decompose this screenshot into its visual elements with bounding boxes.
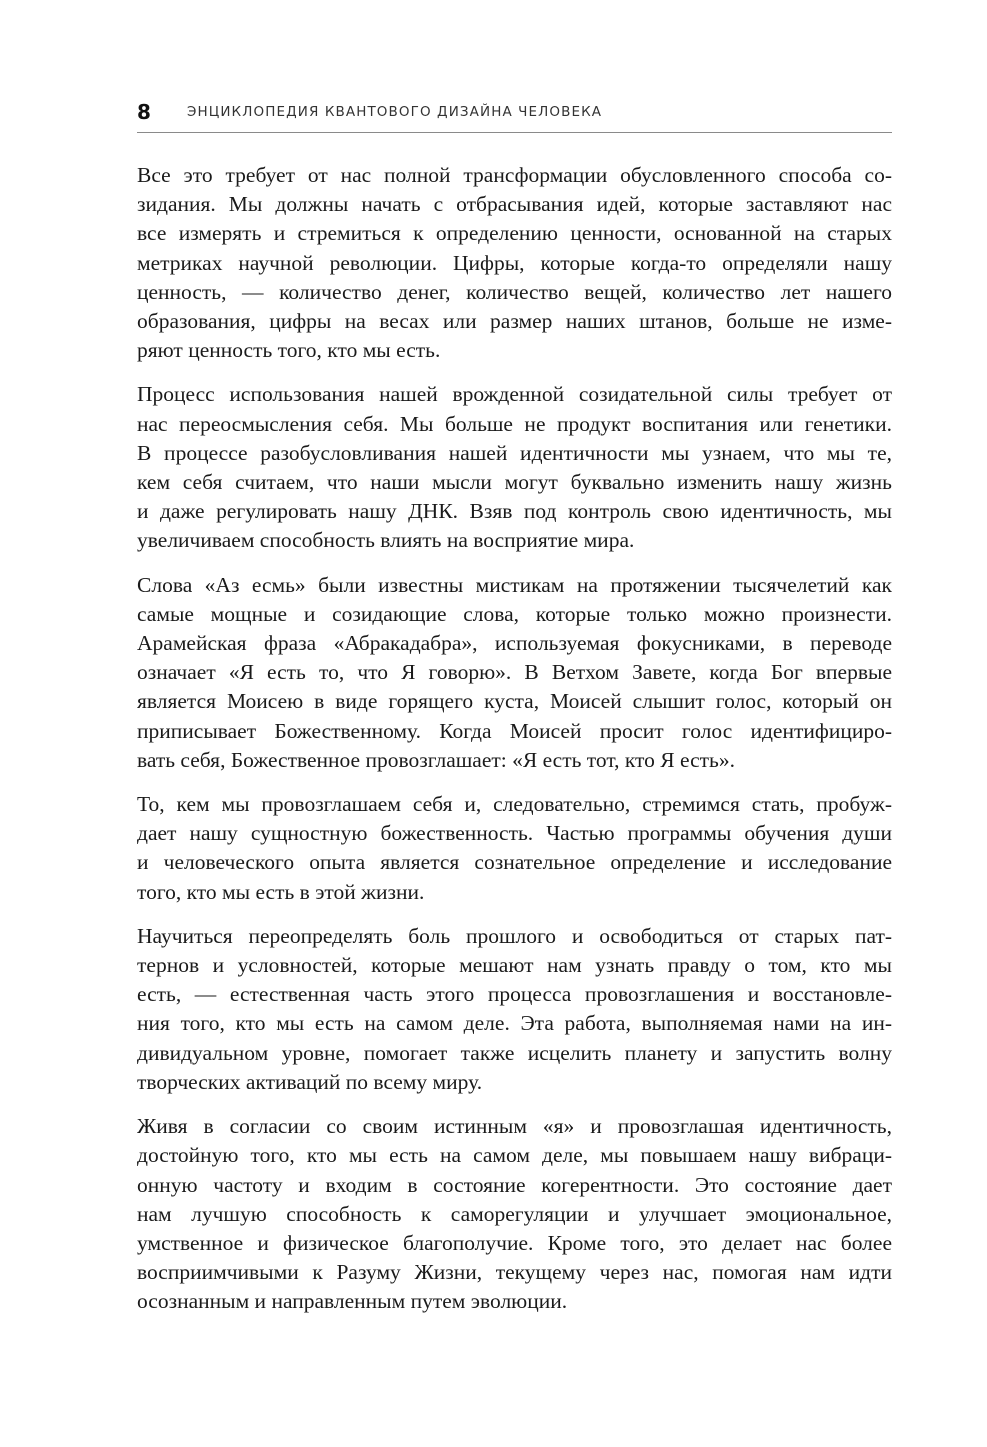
running-header	[137, 100, 892, 133]
text-line: нас переосмысления себя. Мы больше не продукт воспитания или генетики.	[137, 411, 892, 436]
text-line: того, кто мы есть в этой жизни.	[137, 879, 425, 904]
paragraph-3	[137, 571, 892, 775]
text-line: кем себя считаем, что наши мысли могут буквально изменить нашу жизнь	[137, 470, 892, 495]
text-line: дивидуальном уровне, помогает также исцелить планету и запустить волну	[137, 1040, 892, 1065]
text-line: дает нашу сущностную божественность. Частью программы обучения души	[137, 821, 892, 846]
text-line: творческих активаций по всему миру.	[137, 1069, 483, 1094]
text-line: Живя в согласии со своим истинным «я» и провозглашая идентичность,	[137, 1114, 892, 1139]
text-line: Слова «Аз есмь» были известны мистикам на протяжении тысячелетий как	[137, 572, 892, 597]
text-line: и человеческого опыта является сознательное определение и исследование	[137, 850, 892, 875]
text-line: То, кем мы провозглашаем себя и, следовательно, стремимся стать, пробуж-	[137, 792, 892, 817]
text-line: восприимчивыми к Разуму Жизни, текущему через нас, помогая нам идти	[137, 1260, 892, 1285]
text-line: Научиться переопределять боль прошлого и освободиться от старых пат-	[137, 923, 892, 948]
text-line: В процессе разобусловливания нашей идентичности мы узнаем, что мы те,	[137, 440, 892, 465]
text-line: нам лучшую способность к саморегуляции и улучшает эмоциональное,	[137, 1201, 892, 1226]
paragraph-4	[137, 790, 892, 907]
text-line: является Моисею в виде горящего куста, Моисей слышит голос, который он	[137, 689, 892, 714]
text-line: Все это требует от нас полной трансформации обусловленного способа со-	[137, 163, 892, 187]
text-line: самые мощные и созидающие слова, которые только можно произнести.	[137, 601, 892, 626]
page-number: 8	[137, 100, 151, 124]
text-line: тернов и условностей, которые мешают нам узнать правду о том, кто мы	[137, 953, 892, 978]
text-line: Процесс использования нашей врожденной созидательной силы требует от	[137, 382, 892, 407]
text-line: есть, — естественная часть этого процесса провозглашения и восстановле-	[137, 982, 892, 1007]
text-line: ценность, — количество денег, количество вещей, количество лет нашего	[137, 279, 892, 304]
text-line: метриках научной революции. Цифры, которые когда-то определяли нашу	[137, 250, 892, 275]
text-line: ряют ценность того, кто мы есть.	[137, 338, 441, 363]
text-line: вать себя, Божественное провозглашает: «Я есть тот, кто Я есть».	[137, 747, 735, 772]
text-line: достойную того, кто мы есть на самом деле, мы повышаем нашу вибраци-	[137, 1143, 892, 1168]
paragraph-5	[137, 922, 892, 1097]
text-line: приписывает Божественному. Когда Моисей просит голос идентифициро-	[137, 718, 892, 743]
body-text	[137, 161, 892, 1332]
text-line: онную частоту и входим в состояние когерентности. Это состояние дает	[137, 1172, 892, 1197]
paragraph-6	[137, 1112, 892, 1316]
running-title: ЭНЦИКЛОПЕДИЯ КВАНТОВОГО ДИЗАЙНА ЧЕЛОВЕКА	[187, 104, 603, 120]
text-line: означает «Я есть то, что Я говорю». В Ветхом Завете, когда Бог впервые	[137, 660, 892, 685]
text-line: умственное и физическое благополучие. Кроме того, это делает нас более	[137, 1230, 892, 1255]
text-line: все измерять и стремиться к определению ценности, основанной на старых	[137, 221, 892, 246]
paragraph-1	[137, 161, 892, 365]
text-line: осознанным и направленным путем эволюции.	[137, 1289, 568, 1314]
text-line: образования, цифры на весах или размер наших штанов, больше не изме-	[137, 309, 892, 334]
text-line: зидания. Мы должны начать с отбрасывания идей, которые заставляют нас	[137, 192, 892, 217]
text-line: увеличиваем способность влиять на восприятие мира.	[137, 528, 635, 553]
paragraph-2	[137, 380, 892, 555]
text-line: ния того, кто мы есть на самом деле. Эта работа, выполняемая нами на ин-	[137, 1011, 892, 1036]
text-line: и даже регулировать нашу ДНК. Взяв под контроль свою идентичность, мы	[137, 499, 892, 524]
text-line: Арамейская фраза «Абракадабра», используемая фокусниками, в переводе	[137, 631, 892, 656]
